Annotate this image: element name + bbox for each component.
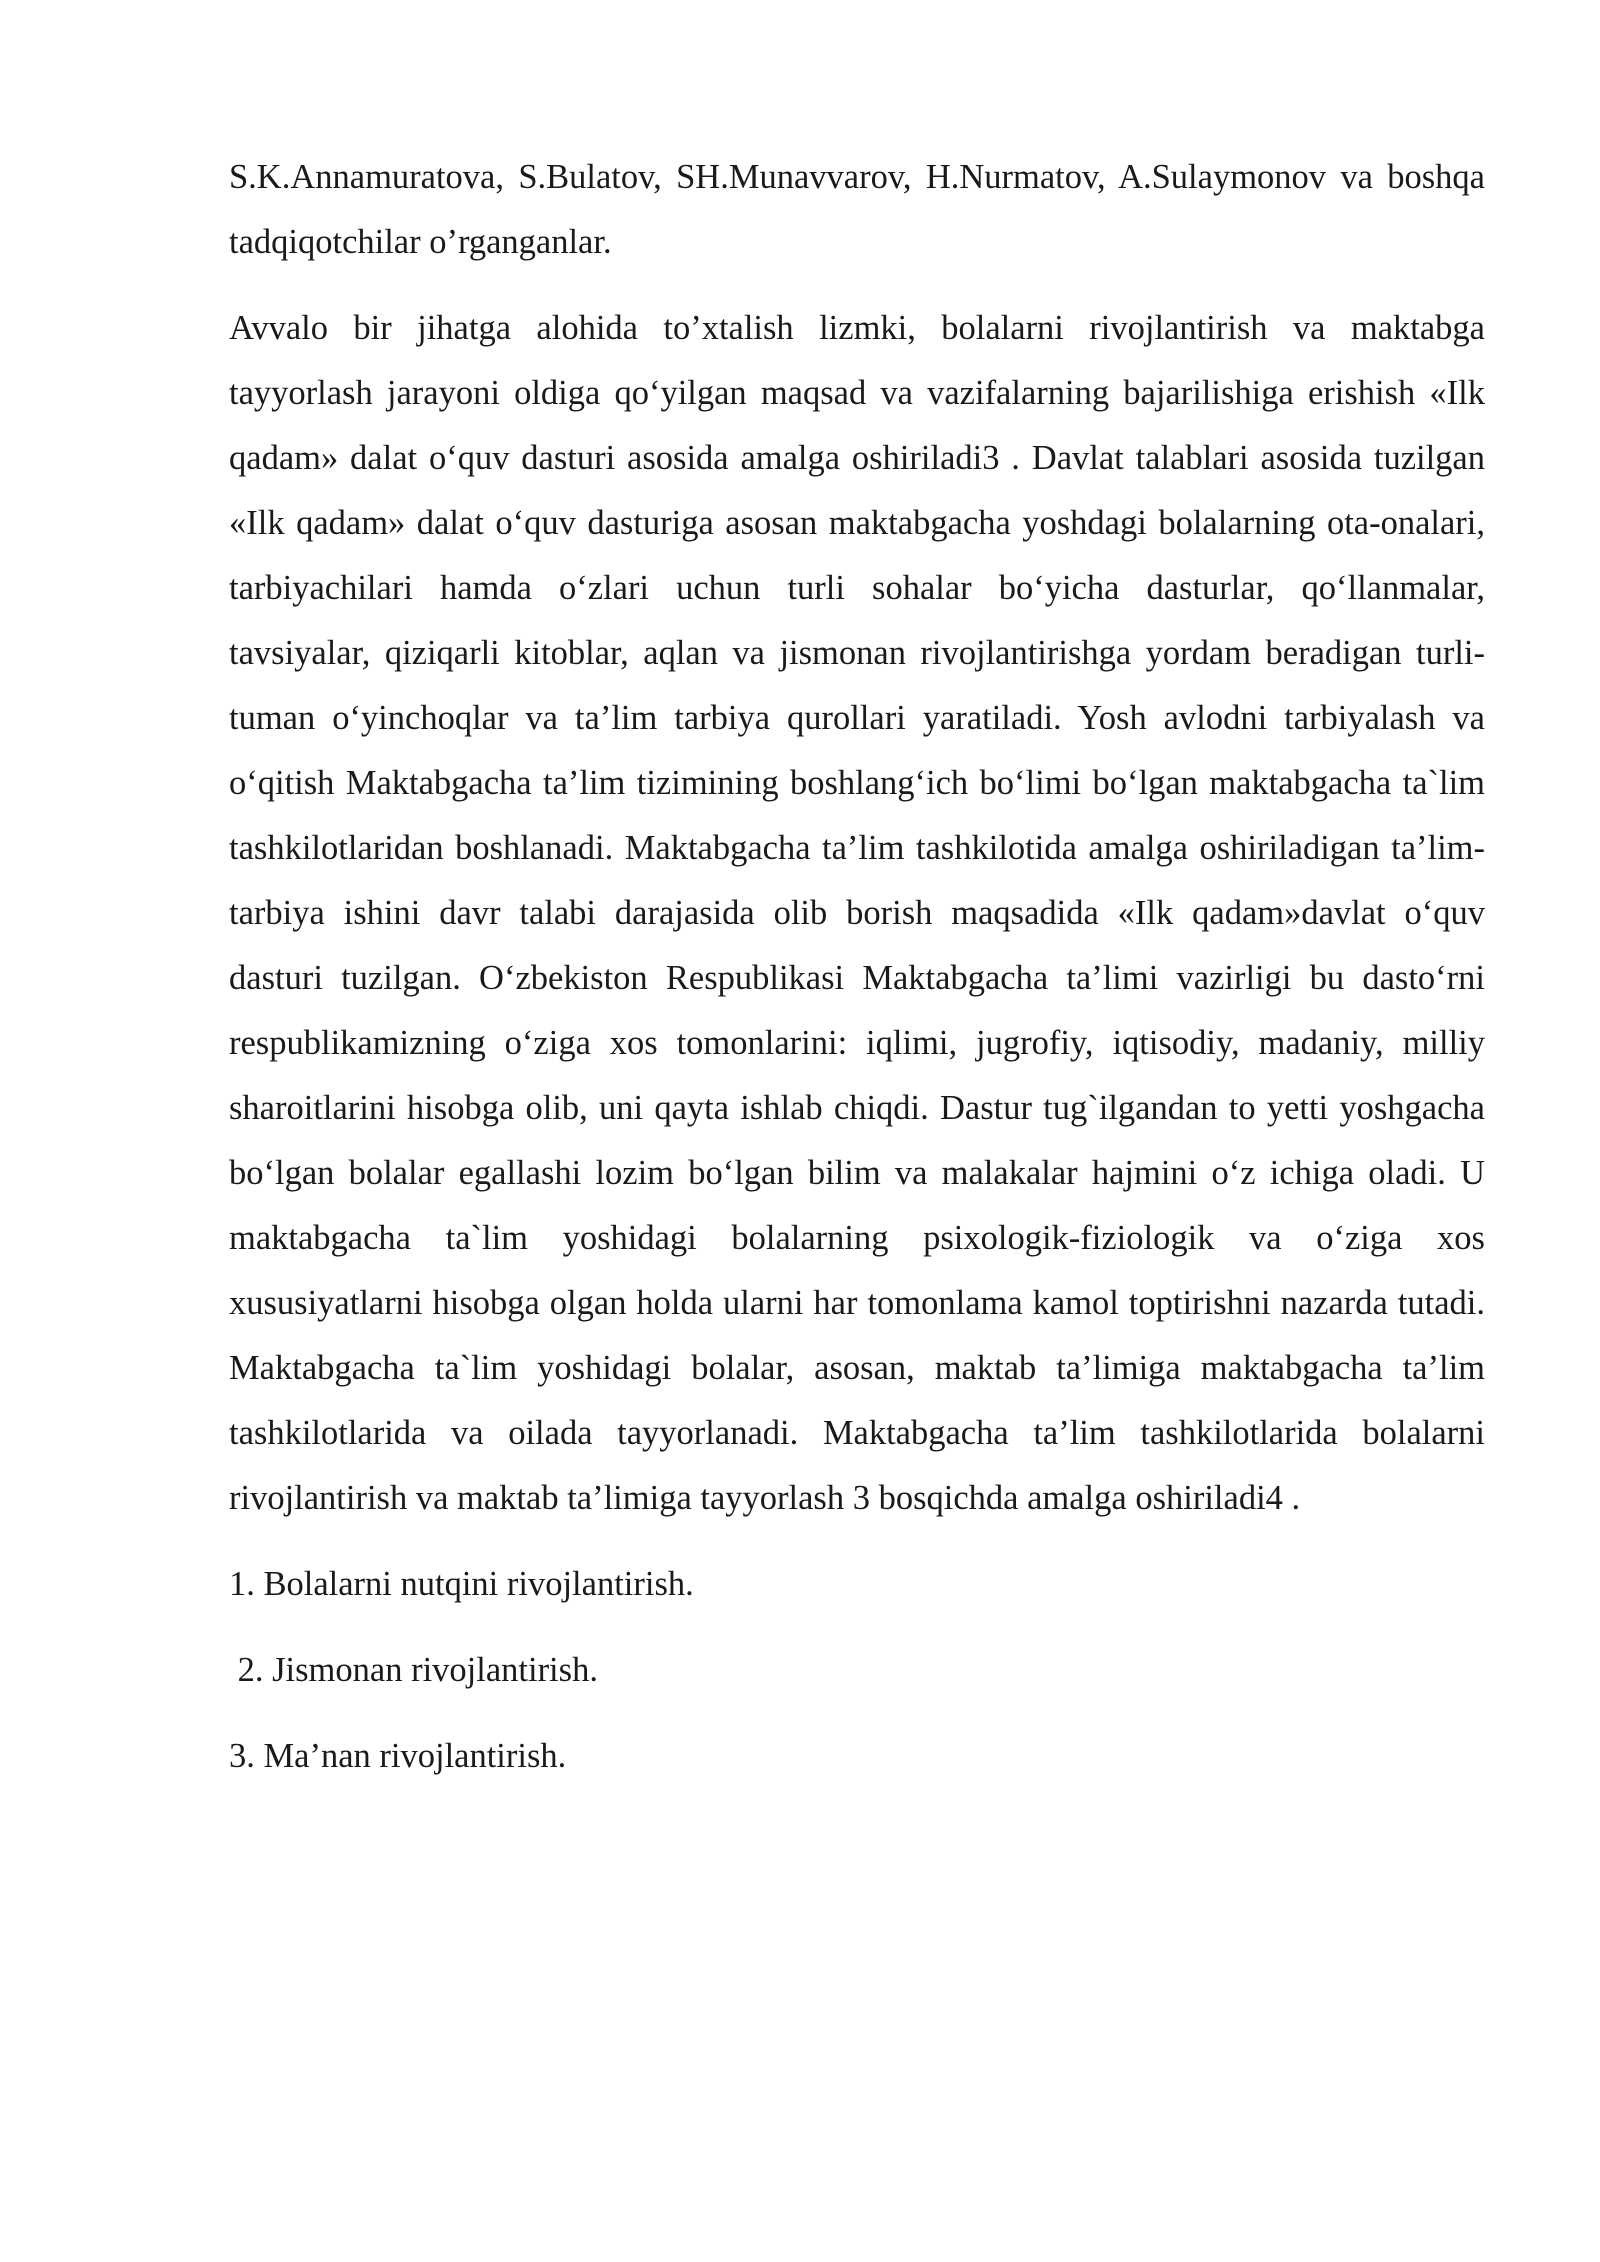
paragraph-main-text: Avvalo bir jihatga alohida to’xtalish lizmki, bolalarni rivojlantirish va maktabga tayyorlash jarayoni oldiga qo‘yilgan maqsad va vazifalarning bajarilishiga erishish «Ilk qadam» dalat o‘quv dasturi asosida amalga oshiriladi3 . Davlat talablari asosida tuzilgan «Ilk qadam» dalat o‘quv dasturiga asosan maktabgacha yoshdagi bolalarning ota-onalari, tarbiyachilari hamda o‘zlari uchun turli sohalar bo‘yicha dasturlar, qo‘llanmalar, tavsiyalar, qiziqarli kitoblar, aqlan va jismonan rivojlantirishga yordam beradigan turli-tuman o‘yinchoqlar va ta’lim tarbiya qurollari yaratiladi. Yosh avlodni tarbiyalash va o‘qitish Maktabgacha ta’lim tizimining boshlang‘ich bo‘limi bo‘lgan maktabgacha ta`lim tashkilotlaridan boshlanadi. Maktabgacha ta’lim tashkilotida amalga oshiriladigan ta’lim-tarbiya ishini davr talabi darajasida olib borish maqsadida «Ilk qadam»davlat o‘quv dasturi tuzilgan. O‘zbekiston Respublikasi Maktabgacha ta’limi vazirligi bu dasto‘rni respublikamizning o‘ziga xos tomonlarini: iqlimi, jugrofiy, iqtisodiy, madaniy, milliy sharoitlarini hisobga olib, uni qayta ishlab chiqdi. Dastur tug`ilgandan to yetti yoshgacha bo‘lgan bolalar egallashi lozim bo‘lgan bilim va malakalar hajmini o‘z ichiga oladi. U maktabgacha ta`lim yoshidagi bolalarning psixologik-fiziologik va o‘ziga xos xususiyatlarni hisobga olgan holda ularni har tomonlama kamol toptirishni nazarda tutadi. Maktabgacha ta`lim yoshidagi bolalar, asosan, maktab ta’limiga maktabgacha ta’lim tashkilotlarida va oilada tayyorlanadi. Maktabgacha ta’lim tashkilotlarida bolalarni rivojlantirish va maktab ta’limiga tayyorlash 3 bosqichda amalga oshiriladi4 . [229, 309, 1485, 1517]
document-body [229, 145, 1485, 1810]
paragraph-researchers: S.K.Annamuratova, S.Bulatov, SH.Munavvarov, H.Nurmatov, A.Sulaymonov va boshqa tadqiqotchilar o’rganganlar. [229, 158, 1485, 261]
list-item-physical-development: 2. Jismonan rivojlantirish. [229, 1651, 598, 1689]
list-item-speech-development: 1. Bolalarni nutqini rivojlantirish. [229, 1565, 694, 1603]
list-item-spiritual-development: 3. Ma’nan rivojlantirish. [229, 1737, 567, 1775]
